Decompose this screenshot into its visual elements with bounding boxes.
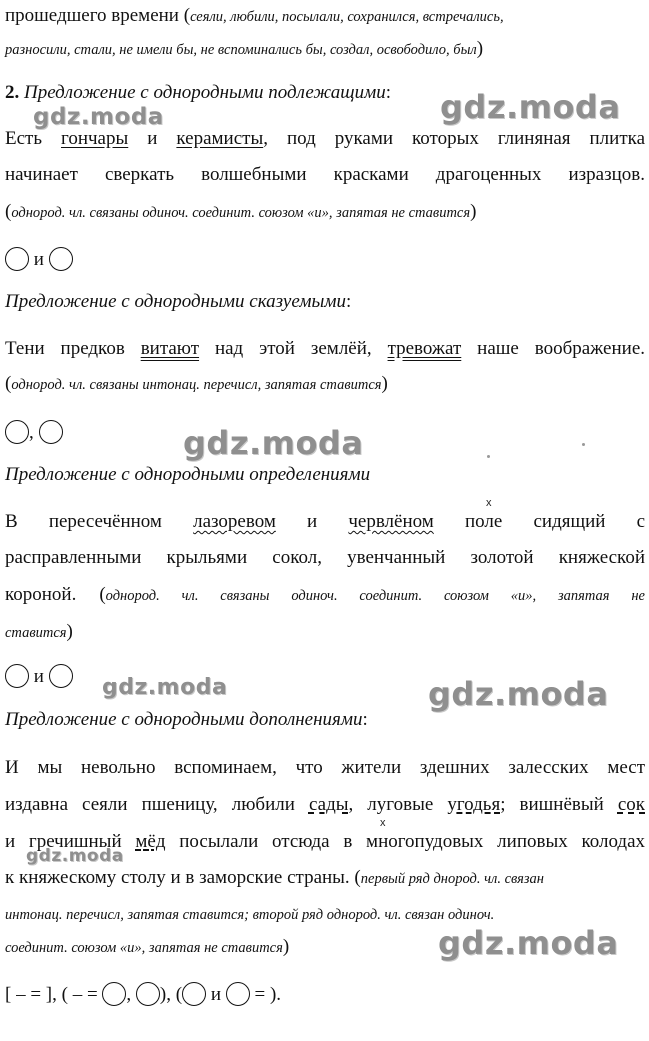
circle-symbol (39, 420, 63, 444)
homogeneous-object: мёд (135, 831, 166, 852)
text-line: ставится) (5, 621, 73, 642)
homogeneous-object: сок (617, 794, 646, 815)
mark-x: x (486, 497, 492, 509)
scheme: и (5, 247, 645, 271)
sentence-line: начинает сверкать волшебными красками драгоценных изразцов. (5, 164, 645, 185)
sentence-line: короной. (однород. чл. связаны одиноч. соединит. союзом «и», запятая не (5, 584, 645, 605)
section-heading: Предложение с однородными дополнениями: (5, 709, 368, 730)
circle-symbol (102, 982, 126, 1006)
homogeneous-object: сады (308, 794, 349, 815)
homogeneous-attribute: червлёном (348, 511, 434, 532)
text-line: разносили, стали, не имели бы, не вспоминались бы, создал, освободило, был) (5, 38, 484, 59)
speck (487, 455, 490, 458)
explanation-note: (однород. чл. связаны одиноч. соединит. союзом «и», запятая не ставится) (5, 201, 477, 222)
circle-symbol (5, 420, 29, 444)
homogeneous-subject: керамисты (176, 128, 264, 149)
circle-symbol (49, 247, 73, 271)
circle-symbol (136, 982, 160, 1006)
scheme: , (5, 420, 645, 444)
sentence-line: издавна сеяли пшеницу, любили сады, луговые угодья; вишнёвый сок (5, 794, 646, 815)
section-heading: 2. Предложение с однородными подлежащими: (5, 82, 392, 103)
homogeneous-attribute: лазоревом (193, 511, 276, 532)
circle-symbol (226, 982, 250, 1006)
watermark: gdz.moda (428, 675, 609, 713)
watermark: gdz.moda (102, 675, 228, 700)
sentence-line: Тени предков витают над этой землёй, тревожат наше воображение. (5, 338, 645, 359)
text-line: прошедшего времени (сеяли, любили, посылали, сохранился, встречались, (5, 5, 504, 26)
sentence-line: И мы невольно вспоминаем, что жители здешних залесских мест (5, 757, 645, 778)
homogeneous-subject: гончары (61, 128, 129, 149)
watermark: gdz.moda (438, 924, 619, 962)
circle-symbol (5, 664, 29, 688)
homogeneous-object: угодья (447, 794, 501, 815)
scheme: [ – = ], ( – = , ), ( и = ). (5, 984, 282, 1005)
watermark: gdz.moda (26, 846, 124, 866)
watermark: gdz.moda (440, 88, 621, 126)
explanation-note: интонац. перечисл, запятая ставится; второй ряд однород. чл. связан одиноч. (5, 907, 495, 923)
section-heading: Предложение с однородными сказуемыми: (5, 291, 352, 312)
sentence-line: и гречишный мёд посылали отсюда в многопудовых липовых колодах (5, 831, 646, 852)
sentence-line: Есть гончары и керамисты, под руками которых глиняная плитка (5, 128, 646, 149)
circle-symbol (49, 664, 73, 688)
section-heading: Предложение с однородными определениями (5, 464, 371, 485)
circle-symbol (5, 247, 29, 271)
watermark: gdz.moda (183, 424, 364, 462)
scheme: и (5, 664, 645, 688)
watermark: gdz.moda (33, 104, 164, 130)
circle-symbol (182, 982, 206, 1006)
sentence-line: расправленными крыльями сокол, увенчанный золотой княжеской (5, 547, 645, 568)
mark-x: x (380, 817, 386, 829)
sentence-line: к княжескому столу и в заморские страны. (первый ряд днород. чл. связан (5, 867, 544, 888)
homogeneous-predicate: тревожат (387, 338, 462, 359)
explanation-note: соединит. союзом «и», запятая не ставится) (5, 936, 290, 957)
homogeneous-predicate: витают (140, 338, 200, 359)
sentence-line: В пересечённом лазоревом и червлёном поле сидящий с (5, 511, 646, 532)
explanation-note: (однород. чл. связаны интонац. перечисл, запятая ставится) (5, 373, 388, 394)
